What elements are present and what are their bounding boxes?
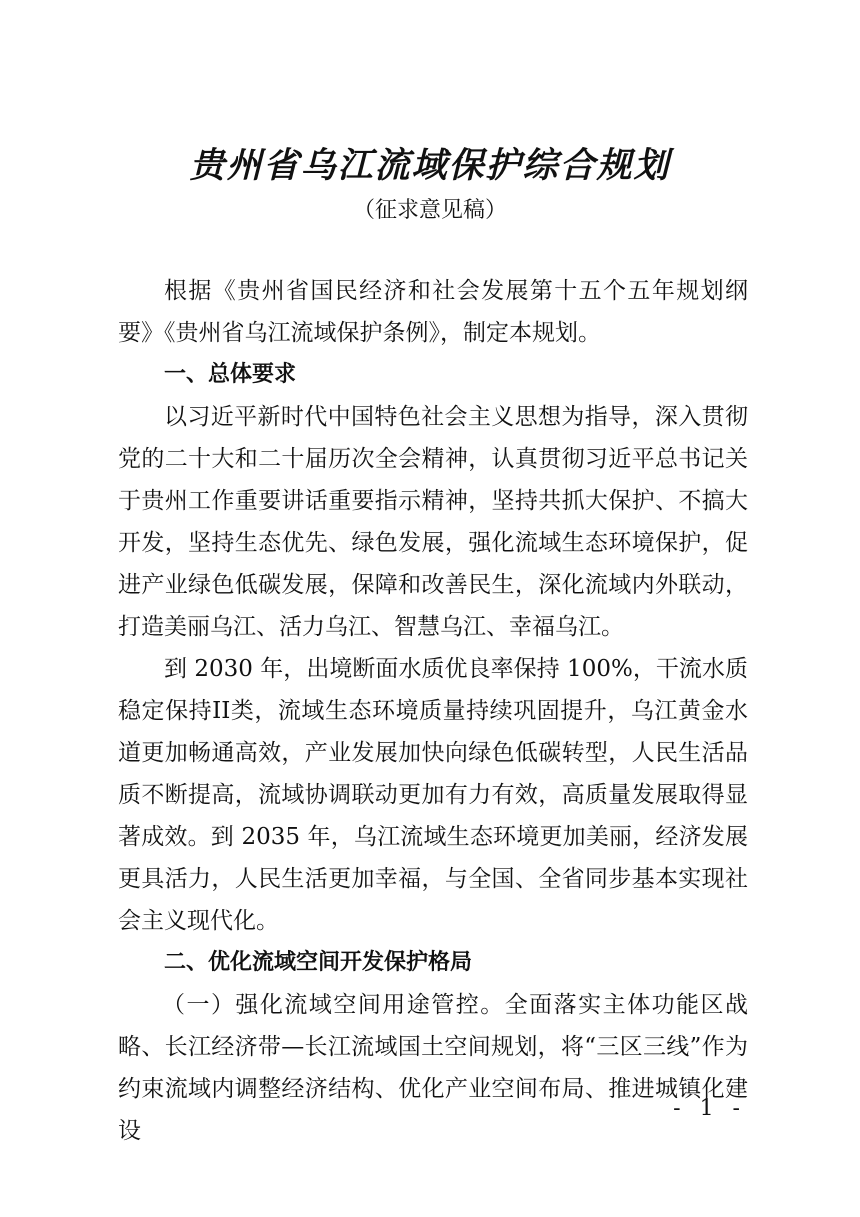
document-body — [118, 270, 748, 1152]
section-1-heading: 一、总体要求 — [164, 362, 297, 387]
section-2-heading: 二、优化流域空间开发保护格局 — [164, 950, 473, 975]
section-1-paragraph-1: 以习近平新时代中国特色社会主义思想为指导，深入贯彻党的二十大和二十届历次全会精神，认真贯彻习近平总书记关于贵州工作重要讲话重要指示精神，坚持共抓大保护、不搞大开发，坚持生态优先、绿色发展，强化流域生态环境保护，促进产业绿色低碳发展，保障和改善民生，深化流域内外联动，打造美丽乌江、活力乌江、智慧乌江、幸福乌江。 — [118, 404, 748, 640]
section-2-item-1: （一）强化流域空间用途管控。全面落实主体功能区战略、长江经济带—长江流域国土空间规划，将“三区三线”作为约束流域内调整经济结构、优化产业空间布局、推进城镇化建设 — [118, 992, 748, 1144]
section-1-paragraph-2: 到 2030 年，出境断面水质优良率保持 100%，干流水质稳定保持II类，流域生态环境质量持续巩固提升，乌江黄金水道更加畅通高效，产业发展加快向绿色低碳转型，人民生活品质不断提高，流域协调联动更加有力有效，高质量发展取得显著成效。到 2035 年，乌江流域生态环境更加美丽，经济发展更具活力，人民生活更加幸福，与全国、全省同步基本实现社会主义现代化。 — [118, 656, 748, 934]
page-number: - 1 - — [673, 1096, 746, 1121]
document-subtitle: （征求意见稿） — [352, 198, 507, 223]
document-title: 贵州省乌江流域保护综合规划 — [189, 145, 671, 186]
intro-paragraph: 根据《贵州省国民经济和社会发展第十五个五年规划纲要》《贵州省乌江流域保护条例》，制定本规划。 — [118, 278, 748, 346]
